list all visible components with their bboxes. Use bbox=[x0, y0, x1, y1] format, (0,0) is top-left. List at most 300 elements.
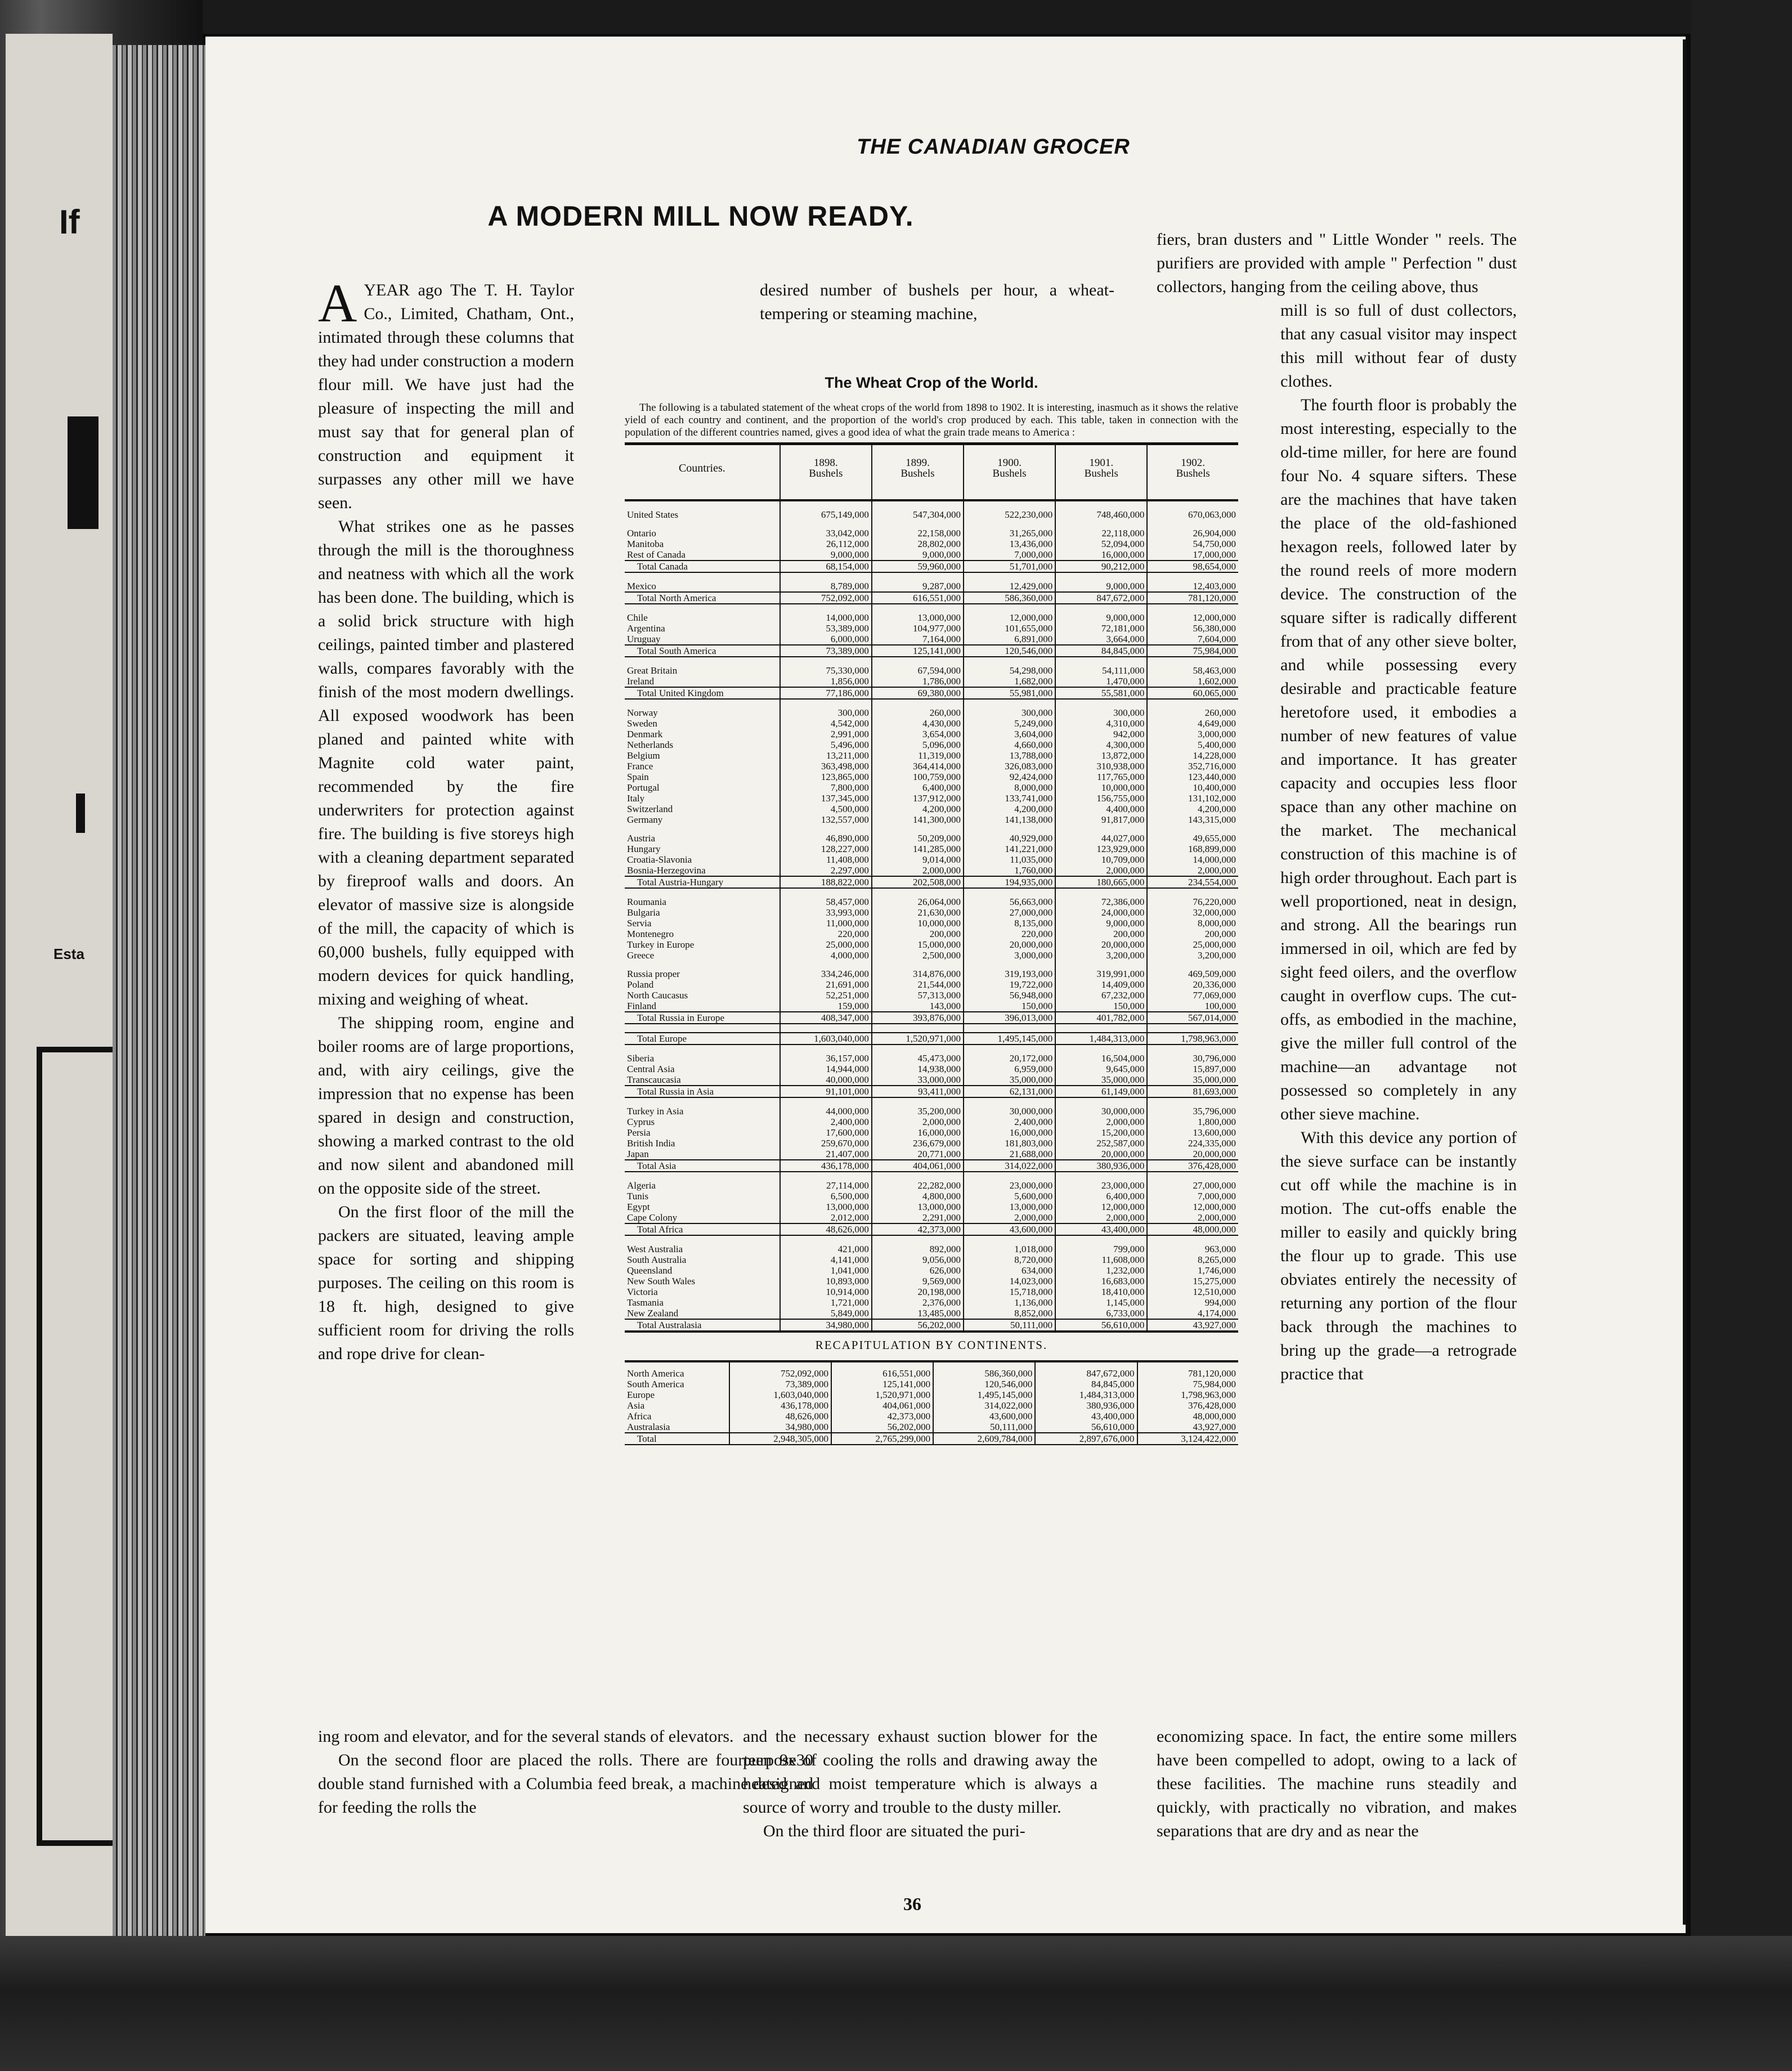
bushels-value: 21,691,000 bbox=[780, 979, 872, 990]
bushels-value: 9,056,000 bbox=[872, 1254, 964, 1265]
bushels-value: 92,424,000 bbox=[964, 772, 1055, 782]
bushels-value: 4,200,000 bbox=[1147, 804, 1238, 814]
bushels-value: 76,220,000 bbox=[1147, 896, 1238, 907]
bushels-value: 59,960,000 bbox=[872, 561, 964, 572]
bushels-value: 4,300,000 bbox=[1055, 739, 1147, 750]
scanner-right-edge bbox=[1691, 0, 1792, 2071]
bushels-value: 1,520,971,000 bbox=[831, 1389, 933, 1400]
bushels-value: 220,000 bbox=[780, 929, 872, 939]
bushels-value: 55,581,000 bbox=[1055, 687, 1147, 699]
country-name: Algeria bbox=[627, 1180, 656, 1191]
bushels-value: 2,000,000 bbox=[872, 865, 964, 876]
bushels-value: 52,251,000 bbox=[780, 990, 872, 1001]
country-name: Croatia-Slavonia bbox=[627, 854, 692, 865]
bushels-value: 1,602,000 bbox=[1147, 676, 1238, 687]
bushels-value: 436,178,000 bbox=[729, 1400, 831, 1411]
bushels-value: 143,315,000 bbox=[1147, 814, 1238, 825]
table-row bbox=[625, 718, 1238, 729]
bushels-value: 20,000,000 bbox=[964, 939, 1055, 950]
bushels-value: 12,429,000 bbox=[964, 581, 1055, 592]
country-name: Cyprus bbox=[627, 1117, 655, 1127]
bushels-value: 27,000,000 bbox=[1147, 1180, 1238, 1191]
recap-row bbox=[625, 1368, 1238, 1379]
bushels-value: 15,200,000 bbox=[1055, 1127, 1147, 1138]
continent-name: Europe bbox=[627, 1389, 655, 1400]
bushels-value: 20,000,000 bbox=[1147, 1149, 1238, 1160]
country-name: New South Wales bbox=[627, 1276, 696, 1286]
table-row bbox=[625, 729, 1238, 739]
bushels-value: 3,124,422,000 bbox=[1137, 1433, 1239, 1445]
bushels-value: 13,000,000 bbox=[872, 1202, 964, 1212]
table-total-row bbox=[625, 1086, 1238, 1097]
country-name: Netherlands bbox=[627, 739, 674, 750]
bushels-value: 56,948,000 bbox=[964, 990, 1055, 1001]
bushels-value: 13,000,000 bbox=[780, 1202, 872, 1212]
country-name: Total Russia in Europe bbox=[625, 1012, 780, 1024]
country-name: Rest of Canada bbox=[627, 549, 686, 560]
bushels-value: 4,000,000 bbox=[780, 950, 872, 961]
country-name: Central Asia bbox=[627, 1064, 675, 1074]
bushels-value: 40,000,000 bbox=[780, 1074, 872, 1086]
bushels-value: 180,665,000 bbox=[1055, 876, 1147, 888]
recap-row bbox=[625, 1400, 1238, 1411]
country-name: Bulgaria bbox=[627, 907, 660, 918]
bushels-value: 21,630,000 bbox=[872, 907, 964, 918]
country-name: Great Britain bbox=[627, 665, 678, 676]
bushels-value: 6,400,000 bbox=[1055, 1191, 1147, 1202]
bushels-value: 6,000,000 bbox=[780, 634, 872, 645]
table-intro: The following is a tabulated statement of the wheat crops of the world from 1898 to 1902. It is interesting, inasmuch as it shows the relative yield of each country and continent, and the proportion of the world's crop produced by each. This table, taken in connection with the population of the different countries named, gives a good idea of what the grain trade means to America : bbox=[625, 402, 1238, 438]
table-row bbox=[625, 1127, 1238, 1138]
table-row bbox=[625, 833, 1238, 844]
bushels-value: 43,600,000 bbox=[964, 1223, 1055, 1235]
article-column-1 bbox=[318, 273, 574, 1742]
table-row bbox=[625, 907, 1238, 918]
bushels-value: 48,000,000 bbox=[1147, 1223, 1238, 1235]
table-title: The Wheat Crop of the World. bbox=[825, 374, 1038, 391]
bushels-value: 1,136,000 bbox=[964, 1297, 1055, 1308]
bushels-value: 8,789,000 bbox=[780, 581, 872, 592]
bushels-value: 48,626,000 bbox=[780, 1223, 872, 1235]
table-row bbox=[625, 612, 1238, 623]
bushels-value: 4,174,000 bbox=[1147, 1308, 1238, 1319]
bushels-value: 15,000,000 bbox=[872, 939, 964, 950]
bushels-value: 14,409,000 bbox=[1055, 979, 1147, 990]
table-total-row bbox=[625, 687, 1238, 699]
bushels-value: 1,603,040,000 bbox=[729, 1389, 831, 1400]
bushels-value: 101,655,000 bbox=[964, 623, 1055, 634]
bushels-value: 141,300,000 bbox=[872, 814, 964, 825]
country-name: Persia bbox=[627, 1127, 651, 1138]
bushels-value: 30,000,000 bbox=[1055, 1106, 1147, 1117]
table-row bbox=[625, 1212, 1238, 1223]
header-year: 1901. Bushels bbox=[1055, 445, 1147, 500]
bushels-value: 4,430,000 bbox=[872, 718, 964, 729]
recap-row bbox=[625, 1379, 1238, 1389]
bushels-value: 670,063,000 bbox=[1147, 509, 1238, 520]
bushels-value: 3,604,000 bbox=[964, 729, 1055, 739]
bushels-value: 72,181,000 bbox=[1055, 623, 1147, 634]
article-column-2-bottom bbox=[743, 1725, 1097, 1843]
bushels-value: 56,202,000 bbox=[831, 1422, 933, 1433]
table-row bbox=[625, 539, 1238, 549]
bushels-value: 404,061,000 bbox=[872, 1160, 964, 1172]
bushels-value: 13,000,000 bbox=[964, 1202, 1055, 1212]
wheat-crop-table-block bbox=[625, 374, 1238, 1445]
bushels-value: 45,473,000 bbox=[872, 1053, 964, 1064]
bushels-value: 1,800,000 bbox=[1147, 1117, 1238, 1127]
table-row bbox=[625, 528, 1238, 539]
bushels-value: 15,275,000 bbox=[1147, 1276, 1238, 1286]
bushels-value: 3,000,000 bbox=[964, 950, 1055, 961]
bushels-value: 436,178,000 bbox=[780, 1160, 872, 1172]
bushels-value: 781,120,000 bbox=[1147, 592, 1238, 604]
bushels-value: 1,746,000 bbox=[1147, 1265, 1238, 1276]
country-name: Total Austria-Hungary bbox=[625, 876, 780, 888]
bushels-value: 11,000,000 bbox=[780, 918, 872, 929]
bushels-value: 137,912,000 bbox=[872, 793, 964, 804]
bushels-value: 2,000,000 bbox=[1055, 1117, 1147, 1127]
bushels-value: 21,407,000 bbox=[780, 1149, 872, 1160]
bushels-value: 3,200,000 bbox=[1055, 950, 1147, 961]
table-row bbox=[625, 1276, 1238, 1286]
table-row bbox=[625, 750, 1238, 761]
scanner-bottom-edge bbox=[0, 1936, 1792, 2071]
bushels-value: 752,092,000 bbox=[729, 1368, 831, 1379]
table-row bbox=[625, 1117, 1238, 1127]
bushels-value: 12,000,000 bbox=[1147, 1202, 1238, 1212]
country-name: Total Africa bbox=[625, 1223, 780, 1235]
paragraph: ing room and elevator, and for the several stands of elevators. bbox=[318, 1727, 734, 1746]
bushels-value: 748,460,000 bbox=[1055, 509, 1147, 520]
bushels-value: 168,899,000 bbox=[1147, 844, 1238, 854]
country-name: Mexico bbox=[627, 581, 656, 591]
bushels-value: 73,389,000 bbox=[729, 1379, 831, 1389]
bushels-value: 61,149,000 bbox=[1055, 1086, 1147, 1097]
bushels-value: 57,313,000 bbox=[872, 990, 964, 1001]
page-edge-line bbox=[1683, 39, 1686, 1925]
bushels-value: 1,495,145,000 bbox=[964, 1033, 1055, 1045]
bushels-value: 75,984,000 bbox=[1147, 645, 1238, 657]
bushels-value: 22,282,000 bbox=[872, 1180, 964, 1191]
bushels-value: 314,022,000 bbox=[964, 1160, 1055, 1172]
table-row bbox=[625, 707, 1238, 718]
bushels-value: 33,000,000 bbox=[872, 1074, 964, 1086]
table-row bbox=[625, 854, 1238, 865]
bushels-value: 14,944,000 bbox=[780, 1064, 872, 1074]
bushels-value: 40,929,000 bbox=[964, 833, 1055, 844]
bushels-value: 6,891,000 bbox=[964, 634, 1055, 645]
bushels-value: 75,330,000 bbox=[780, 665, 872, 676]
paragraph: fiers, bran dusters and " Little Wonder " reels. The purifiers are provided with ample " Perfection " dust collectors, hanging from the ceiling above, thus bbox=[1157, 230, 1517, 296]
table-row bbox=[625, 1244, 1238, 1254]
bushels-value: 6,733,000 bbox=[1055, 1308, 1147, 1319]
bushels-value: 42,373,000 bbox=[872, 1223, 964, 1235]
bushels-value: 137,345,000 bbox=[780, 793, 872, 804]
bushels-value: 93,411,000 bbox=[872, 1086, 964, 1097]
table-row bbox=[625, 844, 1238, 854]
country-name: Poland bbox=[627, 979, 654, 990]
table-row bbox=[625, 623, 1238, 634]
bushels-value: 188,822,000 bbox=[780, 876, 872, 888]
country-name: Cape Colony bbox=[627, 1212, 678, 1223]
continent-name: South America bbox=[627, 1379, 684, 1389]
bushels-value: 847,672,000 bbox=[1035, 1368, 1137, 1379]
book-page-stack bbox=[113, 45, 205, 1936]
bushels-value: 781,120,000 bbox=[1137, 1368, 1239, 1379]
bushels-value: 616,551,000 bbox=[872, 592, 964, 604]
bushels-value: 13,211,000 bbox=[780, 750, 872, 761]
bushels-value: 202,508,000 bbox=[872, 876, 964, 888]
bushels-value: 220,000 bbox=[964, 929, 1055, 939]
bushels-value: 847,672,000 bbox=[1055, 592, 1147, 604]
country-name: Japan bbox=[627, 1149, 649, 1159]
paragraph: With this device any portion of the sieve surface can be instantly cut off while the machine is in motion. The cut-offs enable the miller to easily and quickly bring the flour up to grade. This use obviates entirely the necessity of returning any portion of the flour back through the machines to bring up the grade—a retrograde practice that bbox=[1280, 1128, 1517, 1383]
country-name: Denmark bbox=[627, 729, 663, 739]
country-name: Total Asia bbox=[625, 1160, 780, 1172]
bushels-value: 616,551,000 bbox=[831, 1368, 933, 1379]
bushels-value: 13,788,000 bbox=[964, 750, 1055, 761]
bushels-value: 13,872,000 bbox=[1055, 750, 1147, 761]
country-name: Queensland bbox=[627, 1265, 673, 1276]
table-total-row bbox=[625, 645, 1238, 657]
bushels-value: 35,200,000 bbox=[872, 1106, 964, 1117]
bushels-value: 10,709,000 bbox=[1055, 854, 1147, 865]
bushels-value: 3,000,000 bbox=[1147, 729, 1238, 739]
country-name: Italy bbox=[627, 793, 645, 804]
table-row bbox=[625, 782, 1238, 793]
bushels-value: 963,000 bbox=[1147, 1244, 1238, 1254]
country-name: British India bbox=[627, 1138, 675, 1149]
bushels-value: 26,112,000 bbox=[780, 539, 872, 549]
recap-row bbox=[625, 1411, 1238, 1422]
bushels-value: 194,935,000 bbox=[964, 876, 1055, 888]
bushels-value: 20,771,000 bbox=[872, 1149, 964, 1160]
paragraph: On the first floor of the mill the packers are situated, leaving ample space for sorting and shipping purposes. The ceiling on this room is 18 ft. high, designed to give sufficient room for driving the rolls and rope drive for clean- bbox=[318, 1203, 574, 1363]
bushels-value: 1,721,000 bbox=[780, 1297, 872, 1308]
bushels-value: 8,000,000 bbox=[1147, 918, 1238, 929]
paragraph: economizing space. In fact, the entire some millers have been compelled to adopt, owing to a lack of these facilities. The machine runs steadily and quickly, with practically no vibration, and makes separations that are dry and as near the bbox=[1157, 1727, 1517, 1840]
bushels-value: 200,000 bbox=[872, 929, 964, 939]
bushels-value: 7,604,000 bbox=[1147, 634, 1238, 645]
country-name: Chile bbox=[627, 612, 648, 623]
bushels-value: 123,440,000 bbox=[1147, 772, 1238, 782]
bushels-value: 8,135,000 bbox=[964, 918, 1055, 929]
table-row bbox=[625, 990, 1238, 1001]
bushels-value: 234,554,000 bbox=[1147, 876, 1238, 888]
bushels-value: 22,158,000 bbox=[872, 528, 964, 539]
fragment-letters-if: If bbox=[59, 203, 80, 241]
bushels-value: 68,154,000 bbox=[780, 561, 872, 572]
bushels-value: 5,849,000 bbox=[780, 1308, 872, 1319]
bushels-value: 24,000,000 bbox=[1055, 907, 1147, 918]
table-row bbox=[625, 1001, 1238, 1012]
bushels-value: 100,759,000 bbox=[872, 772, 964, 782]
bushels-value: 4,649,000 bbox=[1147, 718, 1238, 729]
table-row bbox=[625, 1286, 1238, 1297]
bushels-value: 10,000,000 bbox=[872, 918, 964, 929]
table-row bbox=[625, 634, 1238, 645]
bushels-value: 60,065,000 bbox=[1147, 687, 1238, 699]
bushels-value: 4,660,000 bbox=[964, 739, 1055, 750]
bushels-value: 25,000,000 bbox=[1147, 939, 1238, 950]
bushels-value: 91,817,000 bbox=[1055, 814, 1147, 825]
paragraph: On the second floor are placed the rolls. There are fourteen 9x30 double stand furnished with a Columbia feed break, a machine designed for feeding the rolls the bbox=[318, 1751, 813, 1817]
country-name: New Zealand bbox=[627, 1308, 679, 1319]
bushels-value: 314,876,000 bbox=[872, 969, 964, 979]
bushels-value: 547,304,000 bbox=[872, 509, 964, 520]
bushels-value: 2,000,000 bbox=[1055, 865, 1147, 876]
bushels-value: 6,500,000 bbox=[780, 1191, 872, 1202]
bushels-value: 634,000 bbox=[964, 1265, 1055, 1276]
country-name: Ontario bbox=[627, 528, 656, 539]
bushels-value: 20,336,000 bbox=[1147, 979, 1238, 990]
bushels-value: 1,470,000 bbox=[1055, 676, 1147, 687]
bushels-value: 2,000,000 bbox=[1147, 865, 1238, 876]
bushels-value: 21,688,000 bbox=[964, 1149, 1055, 1160]
table-header-row bbox=[625, 445, 1238, 500]
fragment-block-letter bbox=[68, 416, 98, 529]
bushels-value: 98,654,000 bbox=[1147, 561, 1238, 572]
table-row bbox=[625, 1191, 1238, 1202]
bushels-value: 13,436,000 bbox=[964, 539, 1055, 549]
article-headline: A MODERN MILL NOW READY. bbox=[487, 200, 914, 232]
bushels-value: 310,938,000 bbox=[1055, 761, 1147, 772]
bushels-value: 1,682,000 bbox=[964, 676, 1055, 687]
country-name: Bosnia-Herzegovina bbox=[627, 865, 706, 876]
bushels-value: 10,893,000 bbox=[780, 1276, 872, 1286]
bushels-value: 376,428,000 bbox=[1147, 1160, 1238, 1172]
bushels-value: 7,164,000 bbox=[872, 634, 964, 645]
table-row bbox=[625, 1074, 1238, 1086]
bushels-value: 376,428,000 bbox=[1137, 1400, 1239, 1411]
bushels-value: 27,000,000 bbox=[964, 907, 1055, 918]
bushels-value: 1,041,000 bbox=[780, 1265, 872, 1276]
bushels-value: 14,000,000 bbox=[1147, 854, 1238, 865]
bushels-value: 27,114,000 bbox=[780, 1180, 872, 1191]
bushels-value: 236,679,000 bbox=[872, 1138, 964, 1149]
bushels-value: 141,138,000 bbox=[964, 814, 1055, 825]
bushels-value: 28,802,000 bbox=[872, 539, 964, 549]
bushels-value: 5,249,000 bbox=[964, 718, 1055, 729]
country-name: Total Canada bbox=[625, 561, 780, 572]
bushels-value: 49,655,000 bbox=[1147, 833, 1238, 844]
bushels-value: 56,610,000 bbox=[1035, 1422, 1137, 1433]
recap-row bbox=[625, 1389, 1238, 1400]
bushels-value: 20,172,000 bbox=[964, 1053, 1055, 1064]
recap-table bbox=[625, 1360, 1238, 1445]
table-row bbox=[625, 865, 1238, 876]
table-row bbox=[625, 939, 1238, 950]
bushels-value: 2,000,000 bbox=[872, 1117, 964, 1127]
continent-name: Australasia bbox=[627, 1422, 670, 1432]
continent-name: North America bbox=[627, 1368, 684, 1379]
country-name: Total United Kingdom bbox=[625, 687, 780, 699]
bushels-value: 15,897,000 bbox=[1147, 1064, 1238, 1074]
table-row bbox=[625, 1202, 1238, 1212]
country-name: Siberia bbox=[627, 1053, 655, 1064]
bushels-value: 1,856,000 bbox=[780, 676, 872, 687]
bushels-value: 33,042,000 bbox=[780, 528, 872, 539]
bushels-value: 7,000,000 bbox=[964, 549, 1055, 561]
bushels-value: 23,000,000 bbox=[964, 1180, 1055, 1191]
country-name: Ireland bbox=[627, 676, 655, 687]
bushels-value: 46,890,000 bbox=[780, 833, 872, 844]
bushels-value: 50,111,000 bbox=[933, 1422, 1035, 1433]
country-name: Total Europe bbox=[625, 1033, 780, 1045]
table-total-row bbox=[625, 1160, 1238, 1172]
table-row bbox=[625, 979, 1238, 990]
bushels-value: 2,500,000 bbox=[872, 950, 964, 961]
table-total-row bbox=[625, 1033, 1238, 1045]
bushels-value: 34,980,000 bbox=[729, 1422, 831, 1433]
table-row bbox=[625, 1180, 1238, 1191]
article-column-2-top bbox=[760, 279, 1114, 326]
bushels-value: 9,000,000 bbox=[1055, 612, 1147, 623]
bushels-value: 21,544,000 bbox=[872, 979, 964, 990]
bushels-value: 4,400,000 bbox=[1055, 804, 1147, 814]
bushels-value: 91,101,000 bbox=[780, 1086, 872, 1097]
bushels-value: 8,720,000 bbox=[964, 1254, 1055, 1265]
bushels-value: 14,023,000 bbox=[964, 1276, 1055, 1286]
bushels-value: 90,212,000 bbox=[1055, 561, 1147, 572]
bushels-value: 50,209,000 bbox=[872, 833, 964, 844]
bushels-value: 44,027,000 bbox=[1055, 833, 1147, 844]
bushels-value: 4,542,000 bbox=[780, 718, 872, 729]
bushels-value: 26,064,000 bbox=[872, 896, 964, 907]
bushels-value: 104,977,000 bbox=[872, 623, 964, 634]
bushels-value: 469,509,000 bbox=[1147, 969, 1238, 979]
bushels-value: 4,310,000 bbox=[1055, 718, 1147, 729]
bushels-value: 143,000 bbox=[872, 1001, 964, 1012]
bushels-value: 1,798,963,000 bbox=[1147, 1033, 1238, 1045]
country-name: Russia proper bbox=[627, 969, 680, 979]
country-name: Greece bbox=[627, 950, 655, 961]
bushels-value: 1,484,313,000 bbox=[1055, 1033, 1147, 1045]
bushels-value: 48,000,000 bbox=[1137, 1411, 1239, 1422]
table-total-row bbox=[625, 1319, 1238, 1331]
bushels-value: 319,991,000 bbox=[1055, 969, 1147, 979]
bushels-value: 35,000,000 bbox=[1147, 1074, 1238, 1086]
bushels-value: 133,741,000 bbox=[964, 793, 1055, 804]
bushels-value: 72,386,000 bbox=[1055, 896, 1147, 907]
bushels-value: 141,221,000 bbox=[964, 844, 1055, 854]
bushels-value: 259,670,000 bbox=[780, 1138, 872, 1149]
bushels-value: 1,145,000 bbox=[1055, 1297, 1147, 1308]
bushels-value: 11,319,000 bbox=[872, 750, 964, 761]
bushels-value: 319,193,000 bbox=[964, 969, 1055, 979]
table-total-row bbox=[625, 1012, 1238, 1024]
page-number: 36 bbox=[903, 1894, 921, 1914]
bushels-value: 9,000,000 bbox=[872, 549, 964, 561]
bushels-value: 380,936,000 bbox=[1035, 1400, 1137, 1411]
paragraph: What strikes one as he passes through the mill is the thoroughness and neatness with which all the work has been done. The building, which is a solid brick structure with high ceilings, painted timber and plastered walls, compares favorably with the finish of the most modern dwellings. All exposed woodwork has been planed and painted white with Magnite cold water paint, recommended by the fire underwriters for protection against fire. The building is five storeys high with a cleaning department separated by fireproof walls and doors. An elevator of massive size is alongside of the mill, the capacity of which is 60,000 bushels, fully equipped with modern devices for quick handling, mixing and weighing of wheat. bbox=[318, 517, 574, 1008]
paragraph: mill is so full of dust collectors, that any casual visitor may inspect this mill without fear of dusty clothes. bbox=[1280, 301, 1517, 391]
running-head: THE CANADIAN GROCER bbox=[857, 135, 1130, 159]
paragraph: and the necessary exhaust suction blower for the purpose of cooling the rolls and drawing away the heated and moist temperature which is always a source of worry and trouble to the dusty miller. bbox=[743, 1727, 1097, 1817]
bushels-value: 2,012,000 bbox=[780, 1212, 872, 1223]
bushels-value: 23,000,000 bbox=[1055, 1180, 1147, 1191]
bushels-value: 84,845,000 bbox=[1035, 1379, 1137, 1389]
bushels-value: 522,230,000 bbox=[964, 509, 1055, 520]
country-name: Manitoba bbox=[627, 539, 664, 549]
table-total-row bbox=[625, 876, 1238, 888]
paragraph: AYEAR ago The T. H. Taylor Co., Limited, Chatham, Ont., intimated through these columns that they had under construction a modern flour mill. We have just had the pleasure of inspecting the mill and must say that for general plan of construction and equipment it surpasses any other mill we have seen. bbox=[318, 273, 574, 512]
country-name: Portugal bbox=[627, 782, 660, 793]
table-row bbox=[625, 739, 1238, 750]
bushels-value: 10,914,000 bbox=[780, 1286, 872, 1297]
fragment-block-i bbox=[76, 794, 85, 833]
